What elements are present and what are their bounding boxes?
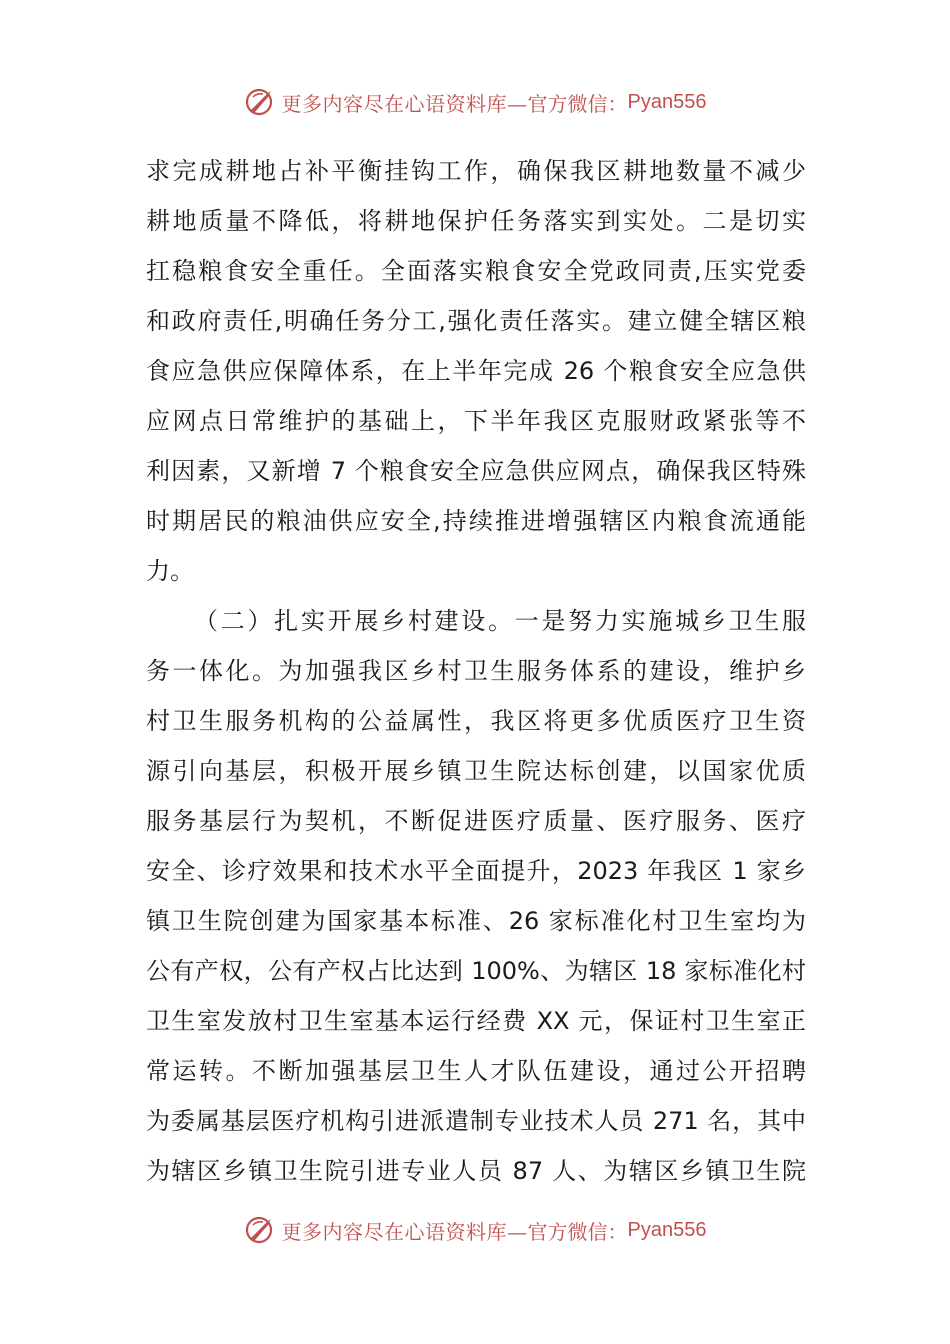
- text-line: 食应急供应保障体系，在上半年完成 26 个粮食安全应急供: [146, 357, 806, 385]
- paragraph-2: [146, 596, 806, 1196]
- banner-slogan: 更多内容尽在心语资料库—: [281, 1219, 528, 1244]
- text-line: 和政府责任,明确任务分工,强化责任落实。建立健全辖区粮: [146, 307, 806, 335]
- text-line: 安全、诊疗效果和技术水平全面提升，2023 年我区 1 家乡: [146, 857, 806, 885]
- banner-slogan: 更多内容尽在心语资料库—: [281, 91, 528, 116]
- text-line: 耕地质量不降低，将耕地保护任务落实到实处。二是切实: [146, 207, 806, 235]
- banner-wechat-handle: Pyan556: [627, 90, 707, 113]
- banner-wechat-handle: Pyan556: [627, 1218, 707, 1241]
- text-line: 应网点日常维护的基础上，下半年我区克服财政紧张等不: [146, 407, 806, 435]
- pen-nib-logo-icon: [244, 85, 278, 119]
- banner-wechat-label: 官方微信：: [527, 91, 628, 116]
- text-line: 源引向基层，积极开展乡镇卫生院达标创建，以国家优质: [146, 757, 806, 785]
- text-line: 时期居民的粮油供应安全,持续推进增强辖区内粮食流通能: [146, 507, 806, 535]
- text-line: 力。: [146, 557, 194, 585]
- text-line: 扛稳粮食安全重任。全面落实粮食安全党政同责,压实党委: [146, 257, 806, 285]
- text-line: （二）扎实开展乡村建设。一是努力实施城乡卫生服: [194, 607, 806, 635]
- text-line: 村卫生服务机构的公益属性，我区将更多优质医疗卫生资: [146, 707, 806, 735]
- text-line: 公有产权，公有产权占比达到 100%、为辖区 18 家标准化村: [146, 957, 806, 985]
- text-line: 利因素，又新增 7 个粮食安全应急供应网点，确保我区特殊: [146, 457, 806, 485]
- text-line: 常运转。不断加强基层卫生人才队伍建设，通过公开招聘: [146, 1057, 806, 1085]
- document-body: [146, 146, 806, 1196]
- text-line: 为委属基层医疗机构引进派遣制专业技术人员 271 名，其中: [146, 1107, 806, 1135]
- text-line: 为辖区乡镇卫生院引进专业人员 87 人、为辖区乡镇卫生院: [146, 1157, 806, 1185]
- text-line: 求完成耕地占补平衡挂钩工作，确保我区耕地数量不减少: [146, 157, 806, 185]
- text-line: 服务基层行为契机，不断促进医疗质量、医疗服务、医疗: [146, 807, 806, 835]
- text-line: 卫生室发放村卫生室基本运行经费 XX 元，保证村卫生室正: [146, 1007, 806, 1035]
- text-line: 镇卫生院创建为国家基本标准、26 家标准化村卫生室均为: [146, 907, 806, 935]
- pen-nib-logo-icon: [244, 1213, 278, 1247]
- header-banner: [0, 82, 950, 122]
- paragraph-1: [146, 146, 806, 596]
- banner-wechat-label: 官方微信：: [527, 1219, 628, 1244]
- footer-banner: [0, 1210, 950, 1250]
- text-line: 务一体化。为加强我区乡村卫生服务体系的建设，维护乡: [146, 657, 806, 685]
